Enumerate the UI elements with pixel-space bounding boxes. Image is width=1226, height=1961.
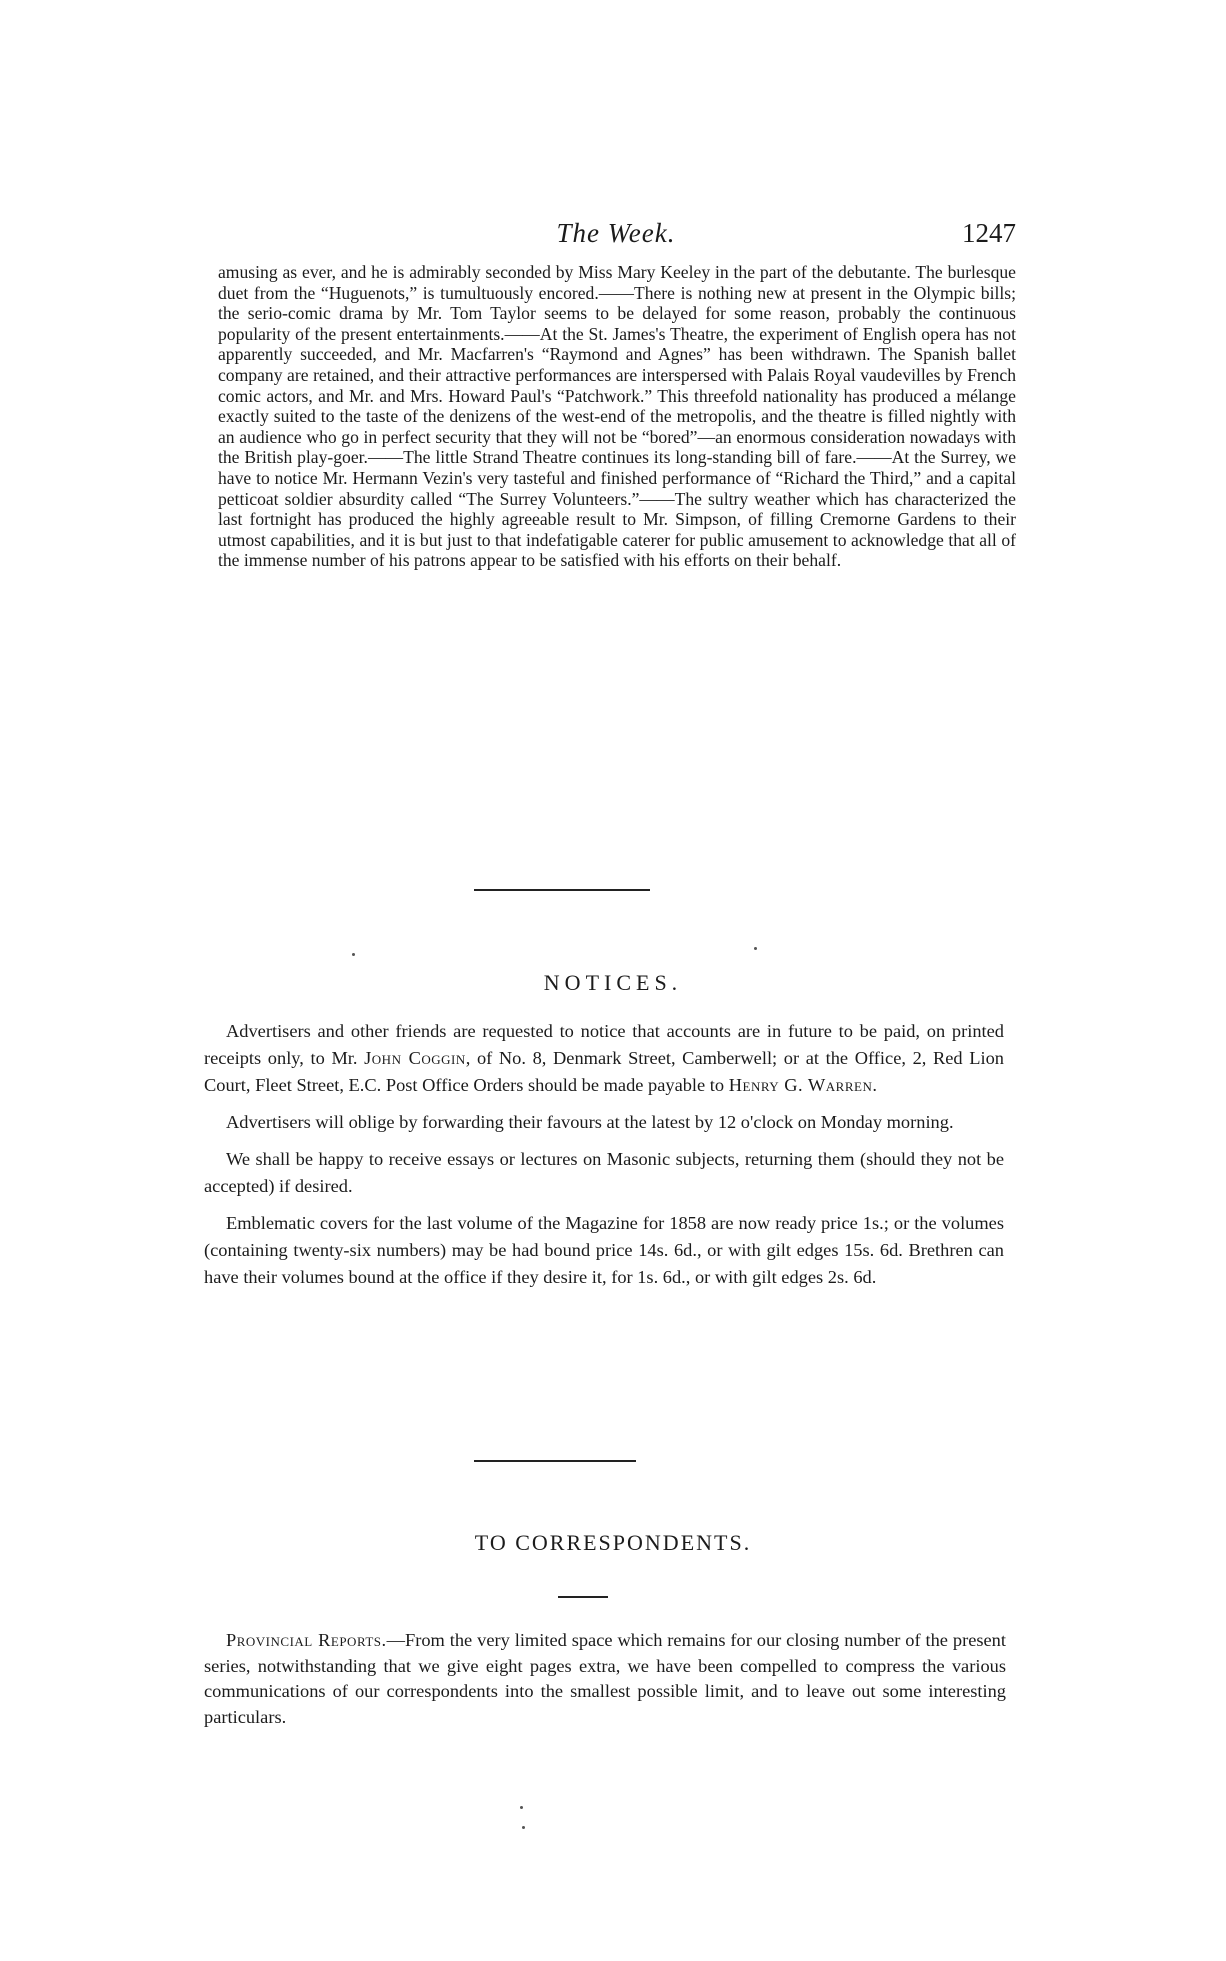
notice-accounts-c: . <box>872 1075 877 1095</box>
provincial-reports <box>204 1628 1006 1730</box>
correspondents-section <box>204 1628 1006 1730</box>
section-rule <box>474 889 650 891</box>
running-head <box>216 218 1016 258</box>
short-rule <box>558 1596 608 1598</box>
section-rule <box>474 1460 636 1462</box>
notice-accounts <box>204 1018 1004 1099</box>
page-speck <box>520 1806 523 1809</box>
provincial-reports-lead: Provincial Reports. <box>226 1630 387 1650</box>
running-title: The Week. <box>556 218 676 248</box>
notices-heading: NOTICES. <box>543 970 683 995</box>
notices-section <box>204 1018 1004 1301</box>
page-speck <box>754 947 757 950</box>
notice-accounts-a: Advertisers and other friends are requested to notice that accounts are in future to be paid, on printed receipts only, to Mr. <box>204 1021 1004 1068</box>
notice-name-warren: Henry G. Warren <box>728 1075 873 1095</box>
correspondents-heading: TO CORRESPONDENTS. <box>474 1530 752 1555</box>
week-column <box>218 262 1016 571</box>
page-speck <box>522 1826 525 1829</box>
page-number: 1247 <box>962 218 1016 248</box>
notice-accounts-b: , of No. 8, Denmark Street, Camberwell; or at the Office, 2, Red Lion Court, Fleet Street, E.C. Post Office Orders should be made payable to <box>204 1048 1004 1095</box>
notice-name-coggin: John Coggin <box>364 1048 466 1068</box>
week-paragraph: amusing as ever, and he is admirably seconded by Miss Mary Keeley in the part of the debutante. The burlesque duet from the “Huguenots,” is tumultuously encored.——There is nothing new at present in the Olympic bills; the serio-comic drama by Mr. Tom Taylor seems to be delayed for some reason, probably the continuous popularity of the present entertainments.——At the St. James's Theatre, the experiment of English opera has not apparently succeeded, and Mr. Macfarren's “Raymond and Agnes” has been withdrawn. The Spanish ballet company are retained, and their attractive performances are interspersed with Palais Royal vaudevilles by French comic actors, and Mr. and Mrs. Howard Paul's “Patchwork.” This threefold nationality has produced a mélange exactly suited to the taste of the denizens of the west-end of the metropolis, and the theatre is filled nightly with an audience who go in perfect security that they will not be “bored”—an enormous consideration nowadays with the British play-goer.——The little Strand Theatre continues its long-standing bill of fare.——At the Surrey, we have to notice Mr. Hermann Vezin's very tasteful and finished performance of “Richard the Third,” and a capital petticoat soldier absurdity called “The Surrey Volunteers.”——The sultry weather which has characterized the last fortnight has produced the highly agreeable result to Mr. Simpson, of filling Cremorne Gardens to their utmost capabilities, and it is but just to that indefatigable caterer for public amusement to acknowledge that all of the immense number of his patrons appear to be satisfied with his efforts on their behalf. <box>218 262 1016 571</box>
notice-essays: We shall be happy to receive essays or lectures on Masonic subjects, returning them (should they not be accepted) if desired. <box>204 1149 1004 1196</box>
notice-advertisers: Advertisers will oblige by forwarding their favours at the latest by 12 o'clock on Monday morning. <box>226 1112 954 1132</box>
provincial-reports-body: —From the very limited space which remains for our closing number of the present series, notwithstanding that we give eight pages extra, we have been compelled to compress the various communications of our correspondents into the smallest possible limit, and to leave out some interesting particulars. <box>204 1630 1006 1727</box>
notice-covers: Emblematic covers for the last volume of the Magazine for 1858 are now ready price 1s.; or the volumes (containing twenty-six numbers) may be had bound price 14s. 6d., or with gilt edges 15s. 6d. Brethren can have their volumes bound at the office if they desire it, for 1s. 6d., or with gilt edges 2s. 6d. <box>204 1213 1004 1287</box>
page-speck <box>352 953 355 956</box>
